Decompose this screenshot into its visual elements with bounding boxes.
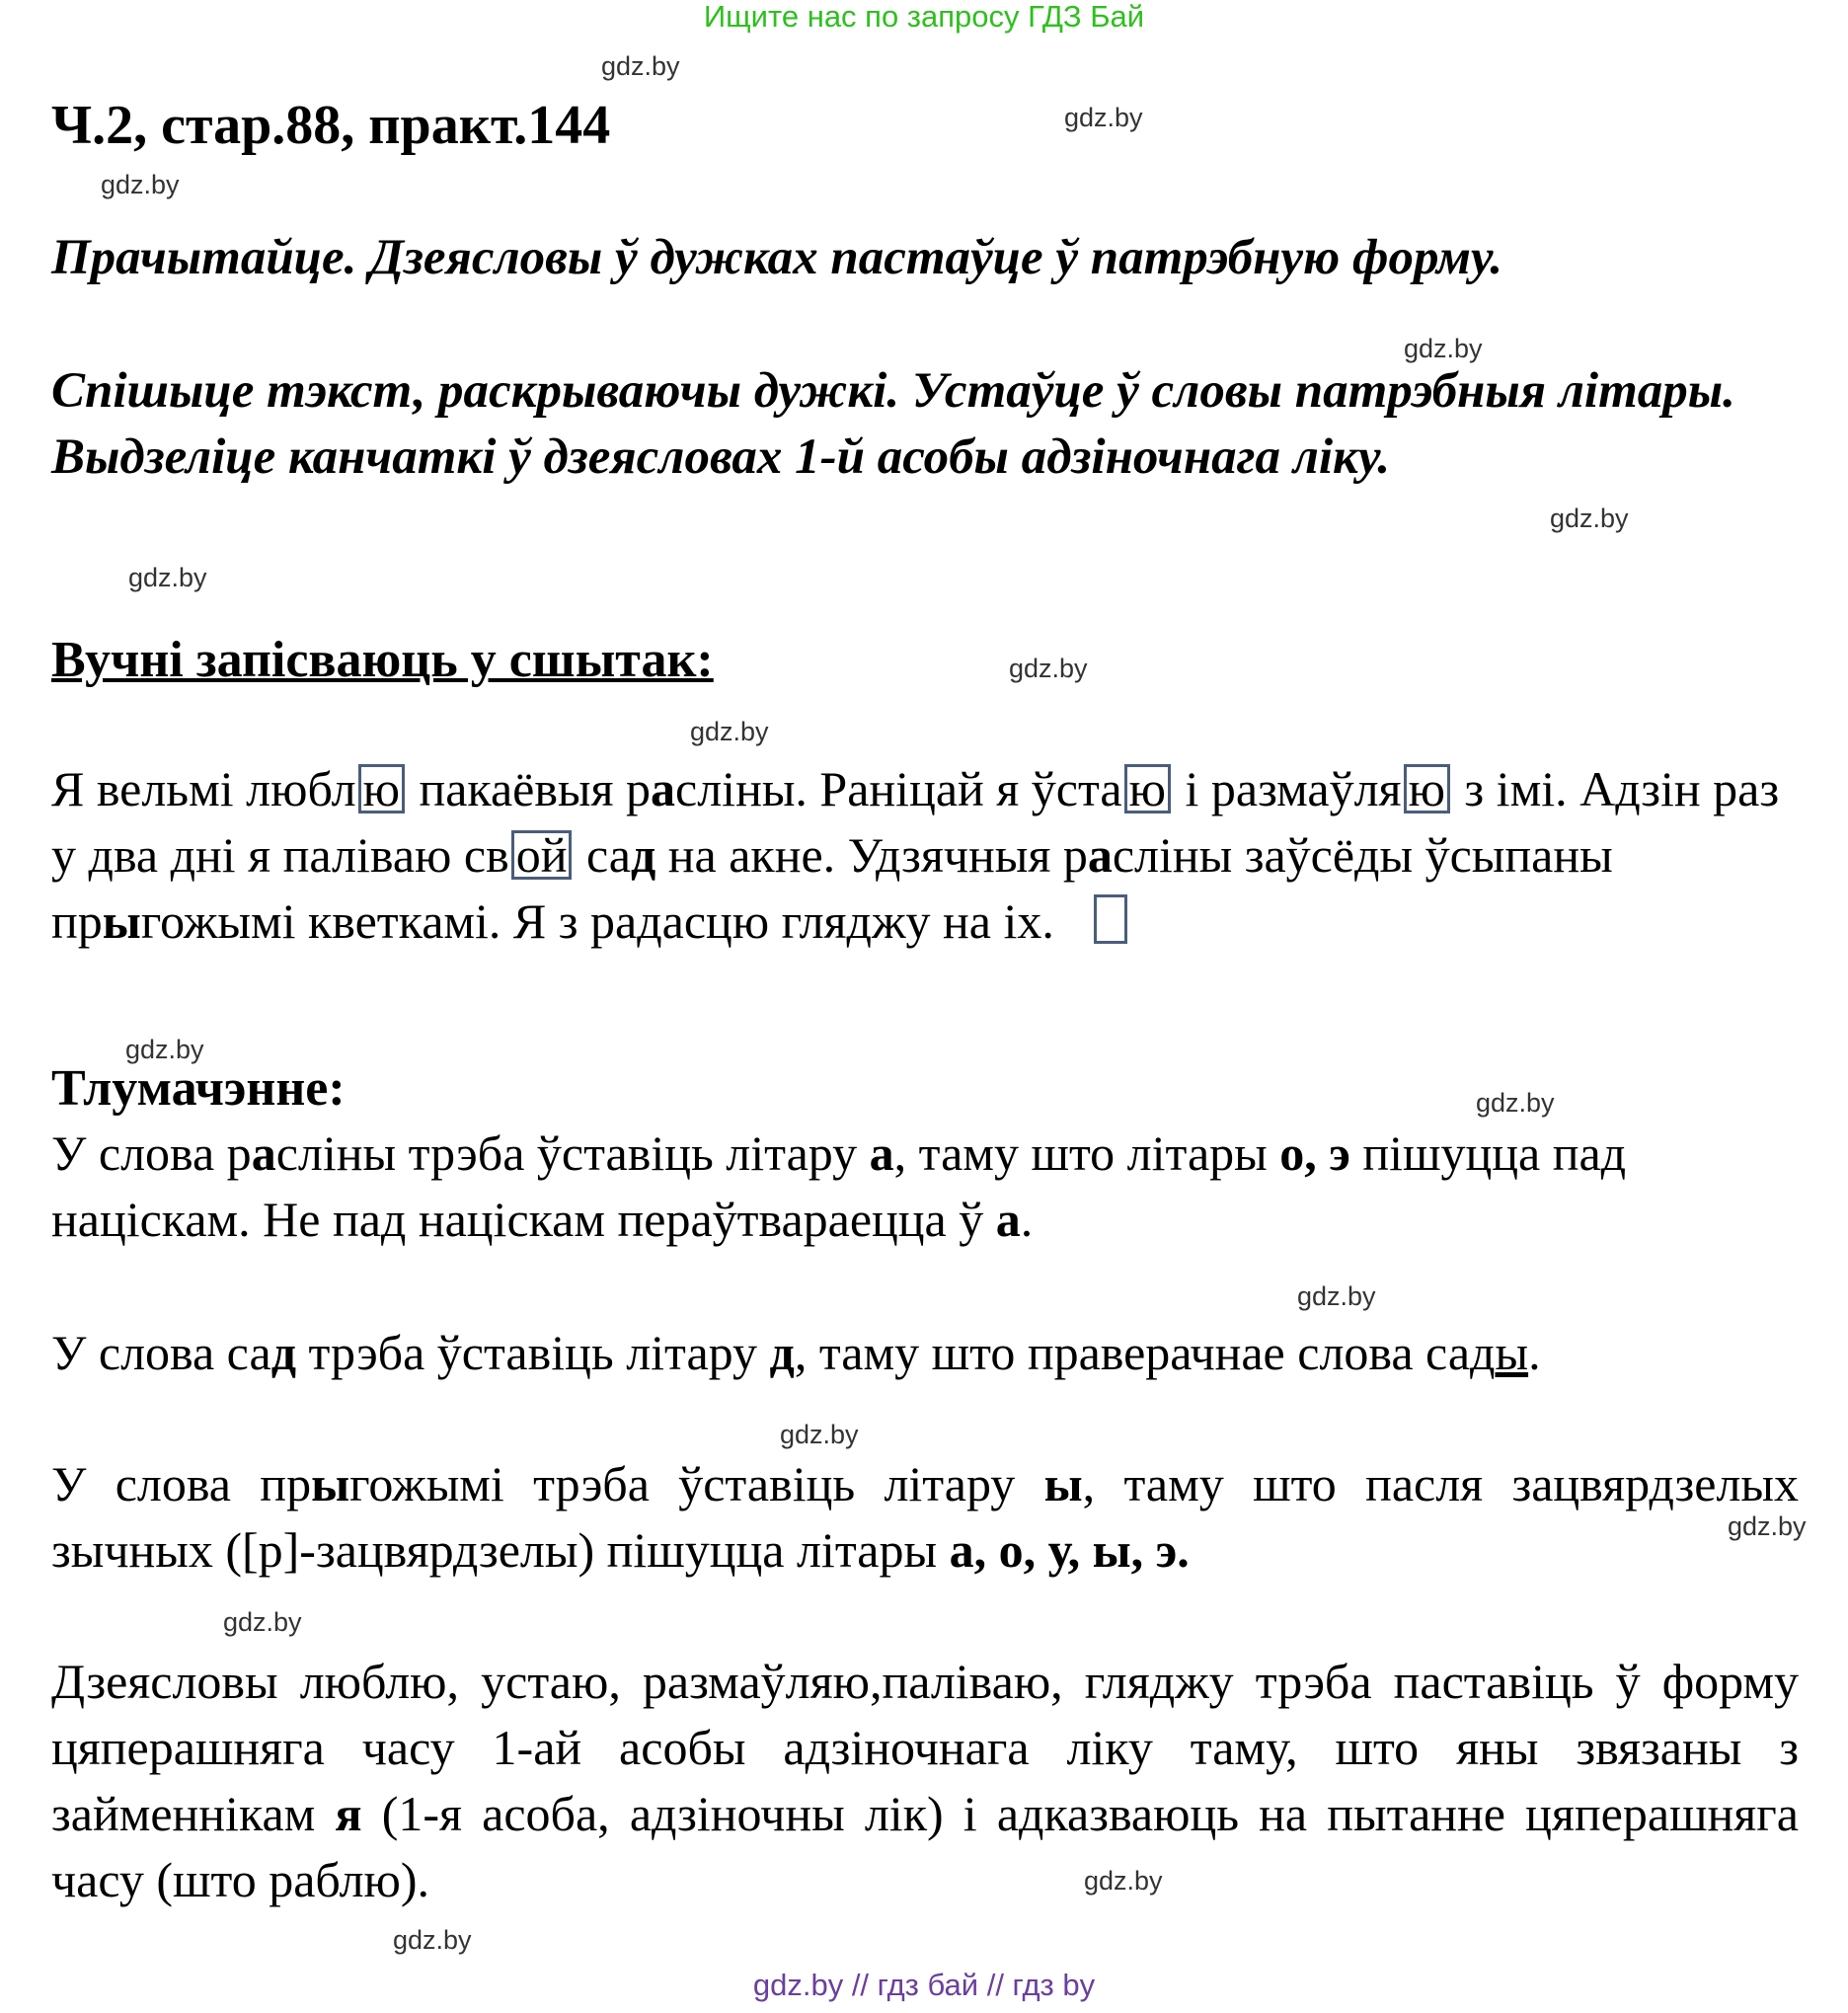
notebook-heading: Вучні запісваюць у сшытак: — [51, 632, 714, 688]
inserted-letter: ы — [102, 893, 141, 949]
watermark: gdz.by — [125, 1035, 204, 1064]
footer-links[interactable]: gdz.by // гдз бай // гдз by — [752, 1968, 1096, 2002]
explanation-paragraph: У слова прыгожымі трэба ўставіць літару ы, таму што пасля зацвярдзелых зычных ([р]-зацвярдзелы) пішуцца літары а, о, у, ы, э. — [51, 1456, 1800, 1578]
watermark: gdz.by — [101, 170, 180, 199]
explanation-paragraph: У слова расліны трэба ўставіць літару а, таму што літары о, э пішуцца пад націскам. Не пад націскам пераўтвараецца ў а. — [51, 1125, 1627, 1247]
watermark: gdz.by — [1064, 103, 1143, 132]
watermark: gdz.by — [780, 1420, 859, 1449]
task-line-1: Прачытайце. Дзеясловы ў дужках пастаўце ў патрэбную форму. — [51, 230, 1503, 285]
inserted-letter: д — [630, 827, 656, 883]
watermark: gdz.by — [128, 563, 207, 592]
ending-box: ю — [1124, 764, 1171, 813]
notebook-text: Я вельмі любл ю пакаёвыя расліны. Раніцай я ўста ю і размаўля ю з імі. Адзін раз у два дні я паліваю св ой сад на акне. Удзячныя расліны заўсёды ўсыпаны прыгожымі кветкамі. Я з радасцю гляджу на іх. — [51, 761, 1780, 949]
task-line-2: Спішыце тэкст, раскрываючы дужкі. Устаўце ў словы патрэбныя літары. Выдзеліце канчаткі ў дзеясловах 1-й асобы адзіночнага ліку. — [51, 363, 1735, 485]
watermark: gdz.by — [223, 1607, 302, 1637]
ending-box: ой — [511, 830, 573, 880]
watermark: gdz.by — [1728, 1511, 1807, 1541]
watermark: gdz.by — [1084, 1866, 1163, 1896]
top-banner[interactable]: Ищите нас по запросу ГДЗ Бай — [703, 0, 1145, 34]
watermark: gdz.by — [601, 51, 680, 81]
watermark: gdz.by — [1297, 1281, 1376, 1311]
page-title: Ч.2, стар.88, практ.144 — [51, 95, 611, 156]
watermark: gdz.by — [1476, 1088, 1555, 1118]
ending-box: ю — [358, 764, 405, 813]
watermark: gdz.by — [1404, 334, 1483, 363]
empty-box-icon — [1094, 894, 1127, 944]
watermark: gdz.by — [1550, 503, 1629, 533]
inserted-letter: а — [1087, 827, 1113, 883]
ending-box: ю — [1404, 764, 1450, 813]
watermark: gdz.by — [1009, 654, 1088, 683]
explanation-paragraph: У слова сад трэба ўставіць літару д, таму што праверачнае слова сады. — [51, 1325, 1541, 1380]
inserted-letter: а — [651, 761, 676, 816]
watermark: gdz.by — [690, 717, 769, 746]
explanation-paragraph: Дзеясловы люблю, устаю, размаўляю,паліваю, гляджу трэба паставіць ў форму цяперашняга часу 1-ай асобы адзіночнага ліку таму, што яны звязаны з займеннікам я (1-я асоба, адзіночны лік) і адказваюць на пытанне цяперашняга часу (што раблю). — [51, 1654, 1800, 1907]
explanation-heading: Тлумачэнне: — [51, 1060, 346, 1117]
watermark: gdz.by — [393, 1925, 472, 1955]
